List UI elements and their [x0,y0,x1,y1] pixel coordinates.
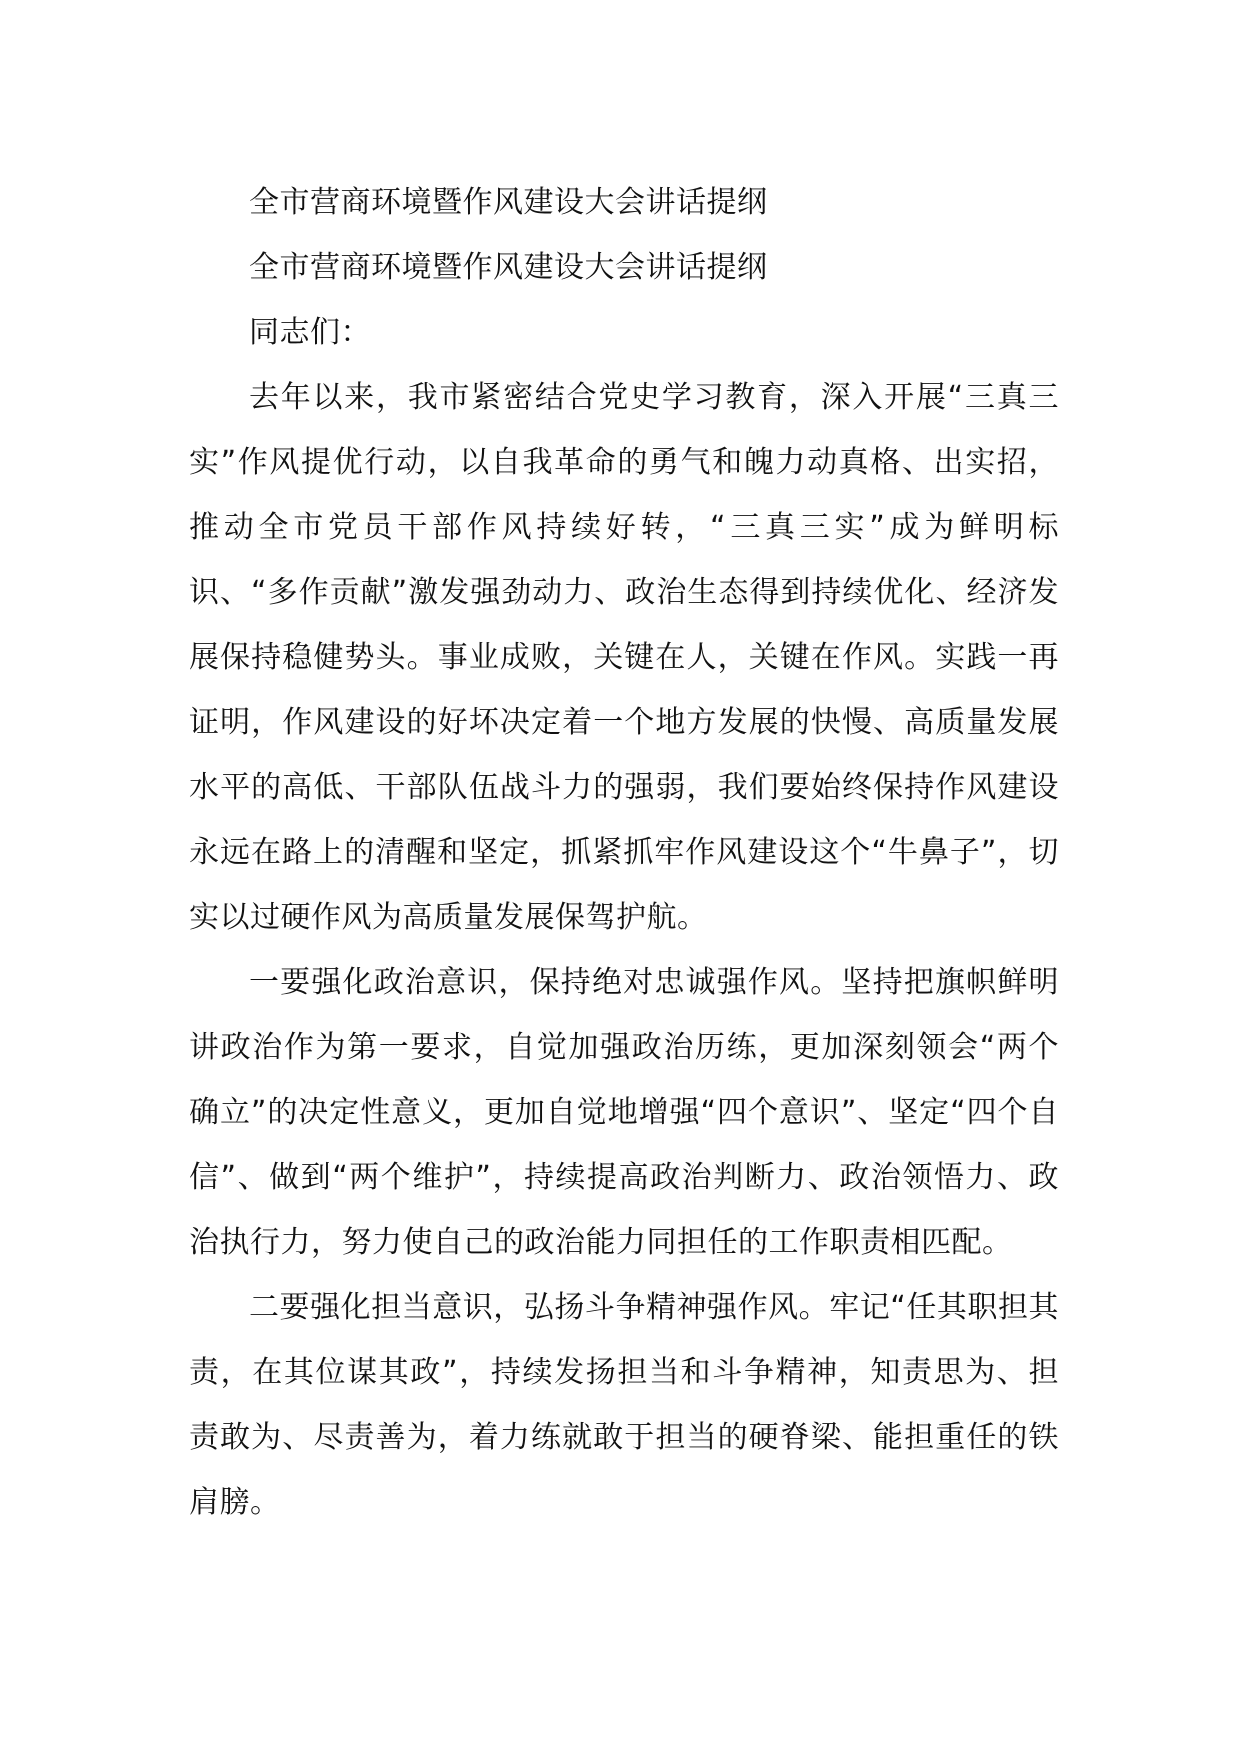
paragraph-intro: 去年以来，我市紧密结合党史学习教育，深入开展“三真三实”作风提优行动，以自我革命的勇气和魄力动真格、出实招，推动全市党员干部作风持续好转，“三真三实”成为鲜明标识、“多作贡献”激发强劲动力、政治生态得到持续优化、经济发展保持稳健势头。事业成败，关键在人，关键在作风。实践一再证明，作风建设的好坏决定着一个地方发展的快慢、高质量发展水平的高低、干部队伍战斗力的强弱，我们要始终保持作风建设永远在路上的清醒和坚定，抓紧抓牢作风建设这个“牛鼻子”，切实以过硬作风为高质量发展保驾护航。 [189,380,1059,935]
paragraph-point-two: 二要强化担当意识，弘扬斗争精神强作风。牢记“任其职担其责，在其位谋其政”，持续发扬担当和斗争精神，知责思为、担责敢为、尽责善为，着力练就敢于担当的硬脊梁、能担重任的铁肩膀。 [189,1290,1059,1520]
document-subtitle: 全市营商环境暨作风建设大会讲话提纲 [249,250,768,285]
salutation: 同志们： [249,315,371,350]
document-body [189,170,1059,1535]
paragraph-point-one: 一要强化政治意识，保持绝对忠诚强作风。坚持把旗帜鲜明讲政治作为第一要求，自觉加强政治历练，更加深刻领会“两个确立”的决定性意义，更加自觉地增强“四个意识”、坚定“四个自信”、做到“两个维护”，持续提高政治判断力、政治领悟力、政治执行力，努力使自己的政治能力同担任的工作职责相匹配。 [189,965,1059,1260]
document-title: 全市营商环境暨作风建设大会讲话提纲 [249,185,768,220]
